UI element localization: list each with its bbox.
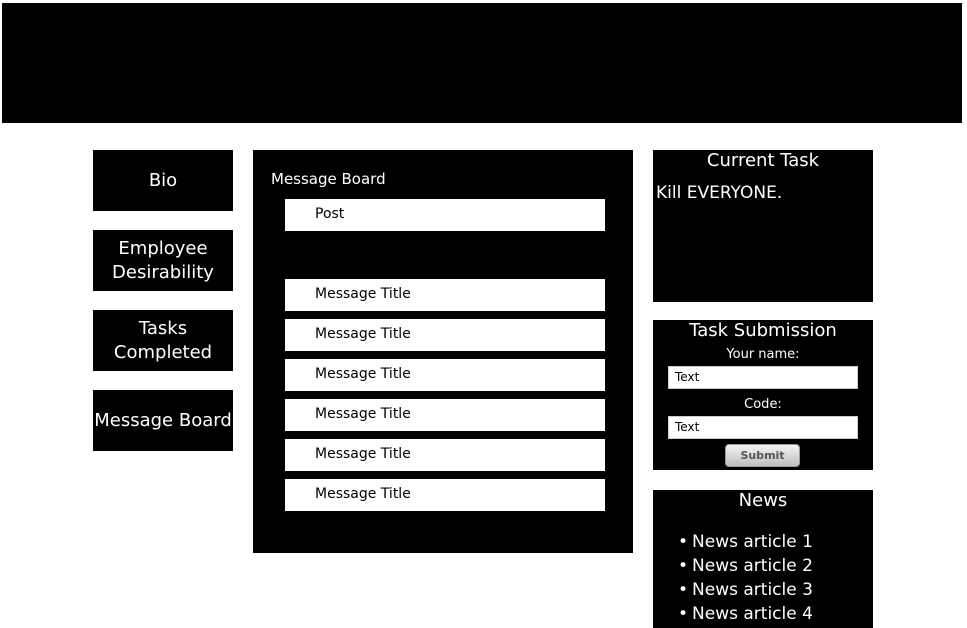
nav-message-board-button[interactable]: Message Board	[93, 390, 233, 451]
news-list	[678, 530, 813, 626]
message-item[interactable]: Message Title	[285, 439, 605, 471]
news-item[interactable]: • News article 1	[678, 530, 813, 554]
current-task-panel	[653, 150, 873, 302]
code-input[interactable]: Text	[668, 416, 858, 439]
header-banner	[2, 3, 962, 123]
name-input[interactable]: Text	[668, 366, 858, 389]
task-submission-title: Task Submission	[689, 320, 837, 341]
name-label: Your name:	[726, 347, 800, 362]
nav-bio-button[interactable]: Bio	[93, 150, 233, 211]
message-board-panel	[253, 150, 633, 553]
nav-tasks-completed-button[interactable]: Tasks Completed	[93, 310, 233, 371]
message-item[interactable]: Message Title	[285, 359, 605, 391]
task-submission-panel	[653, 320, 873, 470]
submit-button[interactable]: Submit	[725, 444, 800, 467]
message-item[interactable]: Message Title	[285, 319, 605, 351]
current-task-title: Current Task	[706, 150, 820, 171]
message-item[interactable]: Message Title	[285, 479, 605, 511]
news-item[interactable]: • News article 3	[678, 578, 813, 602]
news-item[interactable]: • News article 2	[678, 554, 813, 578]
message-item[interactable]: Message Title	[285, 279, 605, 311]
news-item[interactable]: • News article 4	[678, 602, 813, 626]
news-panel	[653, 490, 873, 628]
current-task-text: Kill EVERYONE.	[656, 183, 783, 203]
message-item[interactable]: Message Title	[285, 399, 605, 431]
news-title: News	[738, 490, 788, 511]
nav-employee-desirability-button[interactable]: Employee Desirability	[93, 230, 233, 291]
code-label: Code:	[744, 397, 782, 412]
post-button[interactable]: Post	[285, 199, 605, 231]
message-board-title: Message Board	[271, 170, 386, 188]
